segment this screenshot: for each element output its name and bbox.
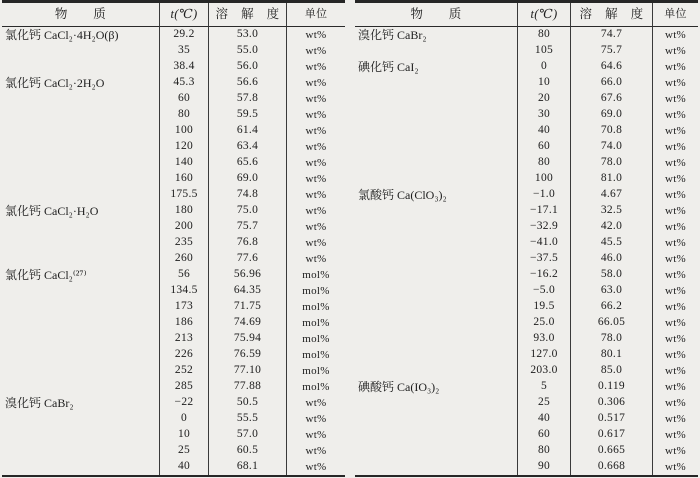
cell-temperature: 38.4 — [159, 59, 208, 75]
cell-temperature: 134.5 — [159, 283, 208, 299]
cell-substance — [2, 59, 159, 75]
cell-unit: wt% — [286, 91, 345, 107]
cell-temperature: 140 — [159, 155, 208, 171]
cell-substance — [355, 235, 517, 251]
cell-solubility: 55.5 — [208, 411, 286, 427]
cell-substance — [355, 43, 517, 59]
cell-unit: mol% — [286, 379, 345, 395]
cell-solubility: 53.0 — [208, 27, 286, 43]
header-substance: 物 质 — [355, 3, 517, 27]
cell-unit: wt% — [286, 59, 345, 75]
cell-unit: wt% — [286, 27, 345, 43]
cell-substance — [355, 91, 517, 107]
cell-unit: mol% — [286, 363, 345, 379]
cell-temperature: 235 — [159, 235, 208, 251]
cell-unit: wt% — [286, 75, 345, 91]
cell-substance — [2, 283, 159, 299]
cell-temperature: −22 — [159, 395, 208, 411]
cell-unit: wt% — [652, 75, 698, 91]
cell-temperature: 19.5 — [517, 299, 570, 315]
cell-solubility: 57.0 — [208, 427, 286, 443]
cell-substance — [2, 331, 159, 347]
cell-temperature: 203.0 — [517, 363, 570, 379]
cell-solubility: 76.59 — [208, 347, 286, 363]
cell-temperature: 186 — [159, 315, 208, 331]
cell-substance — [2, 155, 159, 171]
cell-temperature: 40 — [517, 411, 570, 427]
cell-temperature: −37.5 — [517, 251, 570, 267]
cell-unit: wt% — [652, 379, 698, 395]
cell-unit: wt% — [286, 251, 345, 267]
cell-substance — [2, 363, 159, 379]
cell-unit: wt% — [286, 203, 345, 219]
cell-substance — [2, 107, 159, 123]
cell-substance: 氯化钙 CaCl₂·H₂O — [5, 204, 99, 218]
cell-unit: wt% — [652, 299, 698, 315]
cell-temperature: 80 — [517, 443, 570, 459]
cell-temperature: 80 — [517, 155, 570, 171]
cell-solubility: 85.0 — [570, 363, 652, 379]
cell-solubility: 55.0 — [208, 43, 286, 59]
cell-substance: 溴化钙 CaBr₂ — [5, 396, 74, 410]
cell-temperature: 0 — [159, 411, 208, 427]
cell-solubility: 77.6 — [208, 251, 286, 267]
cell-temperature: 56 — [159, 267, 208, 283]
cell-substance — [2, 251, 159, 267]
cell-substance — [355, 267, 517, 283]
cell-temperature: 40 — [159, 459, 208, 475]
cell-substance: 碘化钙 CaI₂ — [358, 60, 419, 74]
cell-substance — [355, 251, 517, 267]
cell-solubility: 46.0 — [570, 251, 652, 267]
cell-unit: wt% — [652, 267, 698, 283]
cell-solubility: 74.0 — [570, 139, 652, 155]
cell-unit: mol% — [286, 347, 345, 363]
cell-substance — [2, 123, 159, 139]
cell-temperature: 180 — [159, 203, 208, 219]
cell-temperature: 90 — [517, 459, 570, 475]
cell-substance — [355, 155, 517, 171]
cell-solubility: 60.5 — [208, 443, 286, 459]
cell-solubility: 59.5 — [208, 107, 286, 123]
cell-solubility: 65.6 — [208, 155, 286, 171]
cell-temperature: 80 — [159, 107, 208, 123]
header-solubility: 溶 解 度 — [570, 3, 652, 27]
cell-solubility: 56.96 — [208, 267, 286, 283]
cell-temperature: 5 — [517, 379, 570, 395]
cell-solubility: 80.1 — [570, 347, 652, 363]
cell-solubility: 81.0 — [570, 171, 652, 187]
cell-unit: wt% — [652, 219, 698, 235]
cell-substance: 溴化钙 CaBr₂ — [358, 28, 427, 42]
cell-solubility: 56.6 — [208, 75, 286, 91]
cell-solubility: 45.5 — [570, 235, 652, 251]
cell-solubility: 77.88 — [208, 379, 286, 395]
cell-temperature: 93.0 — [517, 331, 570, 347]
solubility-table-right — [355, 0, 698, 477]
cell-unit: wt% — [286, 443, 345, 459]
cell-substance — [355, 411, 517, 427]
cell-substance — [2, 411, 159, 427]
cell-unit: wt% — [652, 235, 698, 251]
cell-unit: wt% — [652, 363, 698, 379]
cell-temperature: 29.2 — [159, 27, 208, 43]
cell-solubility: 58.0 — [570, 267, 652, 283]
cell-unit: wt% — [286, 235, 345, 251]
cell-temperature: 260 — [159, 251, 208, 267]
cell-substance — [355, 219, 517, 235]
cell-unit: wt% — [652, 395, 698, 411]
cell-temperature: 100 — [159, 123, 208, 139]
cell-temperature: 25.0 — [517, 315, 570, 331]
cell-unit: mol% — [286, 283, 345, 299]
header-substance: 物 质 — [2, 3, 159, 27]
header-unit: 单位 — [286, 3, 345, 27]
cell-unit: mol% — [286, 331, 345, 347]
cell-solubility: 75.94 — [208, 331, 286, 347]
cell-substance — [355, 203, 517, 219]
cell-unit: wt% — [286, 459, 345, 475]
cell-temperature: −5.0 — [517, 283, 570, 299]
cell-solubility: 66.05 — [570, 315, 652, 331]
cell-unit: wt% — [652, 139, 698, 155]
cell-temperature: 173 — [159, 299, 208, 315]
cell-temperature: −32.9 — [517, 219, 570, 235]
cell-solubility: 0.617 — [570, 427, 652, 443]
cell-solubility: 64.6 — [570, 59, 652, 75]
cell-solubility: 69.0 — [208, 171, 286, 187]
cell-temperature: 100 — [517, 171, 570, 187]
cell-solubility: 69.0 — [570, 107, 652, 123]
cell-temperature: −41.0 — [517, 235, 570, 251]
cell-unit: wt% — [652, 155, 698, 171]
cell-solubility: 0.668 — [570, 459, 652, 475]
cell-unit: wt% — [652, 443, 698, 459]
header-unit: 单位 — [652, 3, 698, 27]
cell-substance — [2, 443, 159, 459]
cell-solubility: 0.306 — [570, 395, 652, 411]
cell-unit: wt% — [652, 27, 698, 43]
cell-temperature: 30 — [517, 107, 570, 123]
cell-solubility: 78.0 — [570, 331, 652, 347]
cell-unit: wt% — [652, 347, 698, 363]
cell-temperature: 40 — [517, 123, 570, 139]
cell-substance — [355, 283, 517, 299]
cell-temperature: 285 — [159, 379, 208, 395]
cell-solubility: 0.665 — [570, 443, 652, 459]
cell-unit: wt% — [652, 331, 698, 347]
cell-temperature: −17.1 — [517, 203, 570, 219]
cell-substance — [355, 107, 517, 123]
cell-solubility: 63.4 — [208, 139, 286, 155]
cell-substance — [355, 171, 517, 187]
cell-solubility: 0.119 — [570, 379, 652, 395]
cell-solubility: 4.67 — [570, 187, 652, 203]
cell-temperature: 10 — [159, 427, 208, 443]
cell-unit: wt% — [652, 91, 698, 107]
cell-solubility: 67.6 — [570, 91, 652, 107]
header-temperature: t(℃) — [159, 3, 208, 27]
header-solubility: 溶 解 度 — [208, 3, 286, 27]
cell-temperature: 226 — [159, 347, 208, 363]
cell-solubility: 77.10 — [208, 363, 286, 379]
cell-unit: wt% — [286, 395, 345, 411]
cell-substance — [2, 235, 159, 251]
cell-unit: wt% — [652, 411, 698, 427]
cell-solubility: 70.8 — [570, 123, 652, 139]
cell-unit: wt% — [652, 251, 698, 267]
cell-substance — [2, 187, 159, 203]
cell-temperature: 160 — [159, 171, 208, 187]
cell-temperature: 10 — [517, 75, 570, 91]
cell-unit: wt% — [652, 43, 698, 59]
cell-unit: mol% — [286, 299, 345, 315]
cell-unit: wt% — [652, 123, 698, 139]
cell-substance — [2, 219, 159, 235]
cell-unit: mol% — [286, 267, 345, 283]
cell-unit: wt% — [652, 187, 698, 203]
cell-unit: wt% — [652, 203, 698, 219]
cell-substance: 氯化钙 CaCl₂⁽²⁷⁾ — [5, 268, 87, 282]
cell-substance — [355, 123, 517, 139]
cell-unit: wt% — [286, 187, 345, 203]
cell-unit: wt% — [286, 171, 345, 187]
cell-unit: wt% — [286, 155, 345, 171]
cell-solubility: 78.0 — [570, 155, 652, 171]
cell-unit: wt% — [286, 107, 345, 123]
cell-temperature: 45.3 — [159, 75, 208, 91]
cell-unit: wt% — [652, 459, 698, 475]
cell-substance — [355, 459, 517, 475]
cell-substance — [2, 43, 159, 59]
cell-solubility: 76.8 — [208, 235, 286, 251]
cell-solubility: 66.0 — [570, 75, 652, 91]
cell-substance — [2, 315, 159, 331]
cell-substance — [2, 459, 159, 475]
cell-substance — [2, 427, 159, 443]
cell-solubility: 68.1 — [208, 459, 286, 475]
cell-substance — [355, 299, 517, 315]
cell-solubility: 61.4 — [208, 123, 286, 139]
cell-unit: wt% — [286, 427, 345, 443]
cell-solubility: 66.2 — [570, 299, 652, 315]
cell-temperature: 60 — [517, 139, 570, 155]
cell-substance — [355, 395, 517, 411]
cell-unit: wt% — [652, 59, 698, 75]
cell-substance — [2, 171, 159, 187]
cell-temperature: 127.0 — [517, 347, 570, 363]
cell-solubility: 74.8 — [208, 187, 286, 203]
cell-solubility: 0.517 — [570, 411, 652, 427]
cell-unit: wt% — [652, 171, 698, 187]
cell-unit: wt% — [286, 43, 345, 59]
cell-substance: 氯化钙 CaCl₂·4H₂O(β) — [5, 28, 119, 42]
cell-solubility: 75.7 — [208, 219, 286, 235]
cell-solubility: 75.7 — [570, 43, 652, 59]
cell-unit: wt% — [286, 411, 345, 427]
cell-unit: wt% — [286, 123, 345, 139]
cell-substance: 氯酸钙 Ca(ClO₃)₂ — [358, 188, 447, 202]
cell-temperature: 120 — [159, 139, 208, 155]
cell-temperature: 35 — [159, 43, 208, 59]
cell-substance — [2, 347, 159, 363]
cell-unit: wt% — [652, 315, 698, 331]
cell-substance — [2, 91, 159, 107]
cell-temperature: −1.0 — [517, 187, 570, 203]
cell-substance — [355, 331, 517, 347]
cell-solubility: 74.69 — [208, 315, 286, 331]
cell-substance — [355, 443, 517, 459]
cell-temperature: 105 — [517, 43, 570, 59]
cell-solubility: 56.0 — [208, 59, 286, 75]
cell-substance: 氯化钙 CaCl₂·2H₂O — [5, 76, 105, 90]
cell-substance — [355, 75, 517, 91]
cell-temperature: 25 — [159, 443, 208, 459]
cell-substance — [355, 363, 517, 379]
cell-unit: mol% — [286, 315, 345, 331]
cell-substance — [2, 379, 159, 395]
cell-temperature: 175.5 — [159, 187, 208, 203]
cell-solubility: 50.5 — [208, 395, 286, 411]
cell-temperature: 200 — [159, 219, 208, 235]
cell-solubility: 75.0 — [208, 203, 286, 219]
cell-solubility: 32.5 — [570, 203, 652, 219]
cell-unit: wt% — [652, 427, 698, 443]
cell-substance — [2, 299, 159, 315]
cell-temperature: 60 — [517, 427, 570, 443]
cell-unit: wt% — [652, 283, 698, 299]
cell-substance — [355, 315, 517, 331]
cell-unit: wt% — [286, 139, 345, 155]
cell-unit: wt% — [652, 107, 698, 123]
header-temperature: t(℃) — [517, 3, 570, 27]
cell-solubility: 64.35 — [208, 283, 286, 299]
cell-substance — [355, 427, 517, 443]
cell-substance: 碘酸钙 Ca(IO₃)₂ — [358, 380, 440, 394]
cell-temperature: 20 — [517, 91, 570, 107]
cell-temperature: 80 — [517, 27, 570, 43]
cell-substance — [355, 347, 517, 363]
cell-temperature: −16.2 — [517, 267, 570, 283]
cell-temperature: 252 — [159, 363, 208, 379]
cell-temperature: 213 — [159, 331, 208, 347]
cell-temperature: 25 — [517, 395, 570, 411]
cell-temperature: 60 — [159, 91, 208, 107]
cell-substance — [355, 139, 517, 155]
cell-solubility: 63.0 — [570, 283, 652, 299]
cell-temperature: 0 — [517, 59, 570, 75]
cell-solubility: 71.75 — [208, 299, 286, 315]
cell-unit: wt% — [286, 219, 345, 235]
cell-solubility: 57.8 — [208, 91, 286, 107]
cell-solubility: 42.0 — [570, 219, 652, 235]
cell-substance — [2, 139, 159, 155]
cell-solubility: 74.7 — [570, 27, 652, 43]
solubility-table-left — [2, 0, 345, 477]
